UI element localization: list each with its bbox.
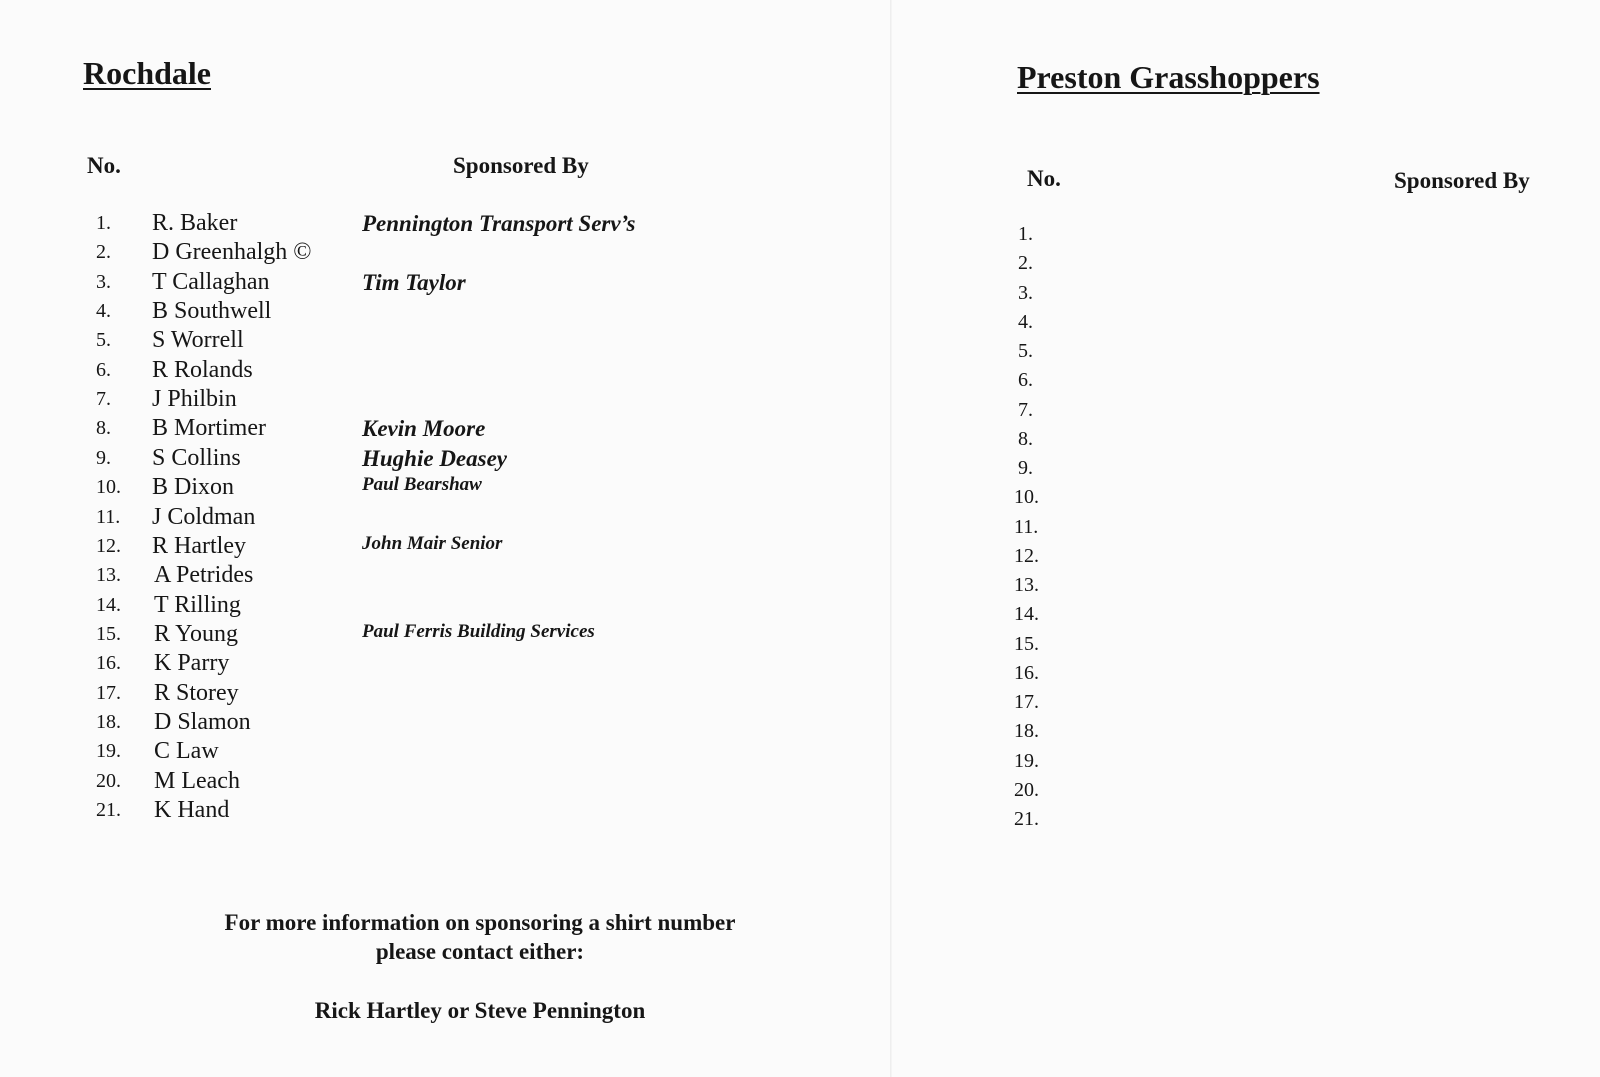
shirt-number: 2. bbox=[1018, 252, 1033, 275]
shirt-number: 13. bbox=[1014, 574, 1039, 596]
player-name: S Collins bbox=[152, 444, 241, 471]
shirt-number: 20. bbox=[96, 769, 121, 792]
player-name: T Rilling bbox=[154, 591, 241, 618]
shirt-number: 9. bbox=[1018, 457, 1033, 479]
player-name: J Coldman bbox=[152, 503, 256, 530]
roster-row bbox=[0, 591, 890, 624]
roster-row bbox=[0, 329, 890, 359]
shirt-number: 10. bbox=[96, 476, 121, 499]
shirt-number: 5. bbox=[1018, 340, 1033, 362]
shirt-number: 8. bbox=[96, 417, 111, 440]
sponsor-name: Hughie Deasey bbox=[362, 445, 508, 471]
preston-page bbox=[892, 0, 1600, 1077]
shirt-number: 19. bbox=[96, 740, 121, 763]
shirt-number: 21. bbox=[96, 799, 121, 821]
roster-row bbox=[0, 532, 890, 565]
roster-row bbox=[0, 388, 890, 418]
shirt-number: 14. bbox=[96, 593, 121, 616]
player-name: R Rolands bbox=[152, 356, 253, 383]
shirt-number: 1. bbox=[96, 212, 111, 234]
shirt-number: 15. bbox=[96, 622, 121, 645]
shirt-number: 16. bbox=[1014, 661, 1039, 684]
shirt-number: 14. bbox=[1014, 603, 1039, 626]
player-name: S Worrell bbox=[152, 327, 244, 354]
shirt-number: 1. bbox=[1018, 223, 1033, 245]
roster-row bbox=[0, 476, 890, 506]
preston-sponsor-header: Sponsored By bbox=[1394, 168, 1530, 193]
shirt-number: 8. bbox=[1018, 427, 1033, 450]
roster-row bbox=[0, 268, 890, 301]
shirt-number: 5. bbox=[96, 329, 111, 352]
shirt-number: 7. bbox=[96, 388, 111, 411]
shirt-number: 7. bbox=[1018, 398, 1033, 421]
shirt-number: 10. bbox=[1014, 486, 1039, 509]
sponsor-name: Pennington Transport Serv’s bbox=[362, 211, 636, 236]
player-name: K Hand bbox=[154, 797, 230, 823]
shirt-number: 18. bbox=[1014, 720, 1039, 743]
shirt-number: 4. bbox=[1018, 310, 1033, 333]
sponsor-name: Kevin Moore bbox=[362, 416, 486, 442]
player-name: J Philbin bbox=[152, 386, 237, 413]
shirt-number: 11. bbox=[1014, 515, 1039, 538]
shirt-number: 20. bbox=[1014, 778, 1039, 801]
shirt-number: 21. bbox=[1014, 808, 1039, 830]
shirt-number: 17. bbox=[1014, 691, 1039, 713]
roster-row bbox=[0, 767, 890, 800]
player-name: A Petrides bbox=[154, 562, 254, 589]
shirt-number: 15. bbox=[1014, 632, 1039, 655]
player-name: C Law bbox=[154, 738, 219, 765]
roster-row bbox=[0, 620, 890, 653]
roster-row bbox=[0, 652, 890, 682]
player-name: B Southwell bbox=[152, 298, 272, 325]
shirt-number: 12. bbox=[1014, 544, 1039, 567]
player-name: T Callaghan bbox=[152, 268, 270, 295]
contact-line-1: For more information on sponsoring a shirt number bbox=[224, 910, 736, 935]
player-name: B Mortimer bbox=[152, 415, 266, 442]
sponsor-name: Paul Ferris Building Services bbox=[362, 620, 595, 642]
sponsor-name: Tim Taylor bbox=[362, 269, 466, 295]
shirt-number: 17. bbox=[96, 681, 121, 704]
roster-row bbox=[0, 241, 890, 271]
player-name: K Parry bbox=[154, 650, 230, 677]
roster-row bbox=[0, 356, 890, 389]
shirt-number: 3. bbox=[96, 270, 111, 293]
rochdale-sponsor-header: Sponsored By bbox=[453, 153, 589, 178]
roster-row bbox=[0, 417, 890, 447]
player-name: B Dixon bbox=[152, 474, 235, 501]
shirt-number: 9. bbox=[96, 446, 111, 469]
shirt-number: 18. bbox=[96, 710, 121, 733]
contact-names: Rick Hartley or Steve Pennington bbox=[314, 998, 646, 1023]
roster-row bbox=[0, 740, 890, 770]
roster-row bbox=[0, 708, 890, 741]
rochdale-team-title: Rochdale bbox=[83, 55, 211, 91]
shirt-number: 16. bbox=[96, 652, 121, 675]
shirt-number: 13. bbox=[96, 564, 121, 587]
player-name: D Greenhalgh © bbox=[152, 239, 312, 266]
contact-line-2: please contact either: bbox=[375, 939, 585, 964]
roster-row bbox=[0, 564, 890, 594]
player-name: R Storey bbox=[154, 679, 239, 706]
player-name: R. Baker bbox=[152, 210, 238, 236]
shirt-number: 12. bbox=[96, 534, 121, 557]
roster-row bbox=[0, 212, 890, 242]
roster-row bbox=[0, 503, 890, 536]
player-name: R Hartley bbox=[152, 532, 246, 559]
roster-row bbox=[0, 799, 890, 829]
shirt-number: 6. bbox=[96, 358, 111, 381]
roster-row bbox=[0, 444, 890, 477]
sponsor-name: Paul Bearshaw bbox=[362, 474, 482, 496]
preston-no-header: No. bbox=[1027, 166, 1061, 191]
roster-row bbox=[0, 300, 890, 330]
player-name: R Young bbox=[154, 620, 239, 647]
shirt-number: 11. bbox=[96, 505, 121, 528]
shirt-number: 19. bbox=[1014, 749, 1039, 772]
shirt-number: 6. bbox=[1018, 369, 1033, 392]
rochdale-no-header: No. bbox=[87, 153, 121, 178]
sponsor-name: John Mair Senior bbox=[362, 532, 503, 554]
preston-team-title: Preston Grasshoppers bbox=[1017, 59, 1320, 95]
player-name: M Leach bbox=[154, 767, 240, 794]
shirt-number: 3. bbox=[1018, 281, 1033, 304]
roster-row bbox=[0, 679, 890, 712]
player-name: D Slamon bbox=[154, 708, 251, 735]
shirt-number: 4. bbox=[96, 300, 111, 323]
shirt-number: 2. bbox=[96, 241, 111, 264]
